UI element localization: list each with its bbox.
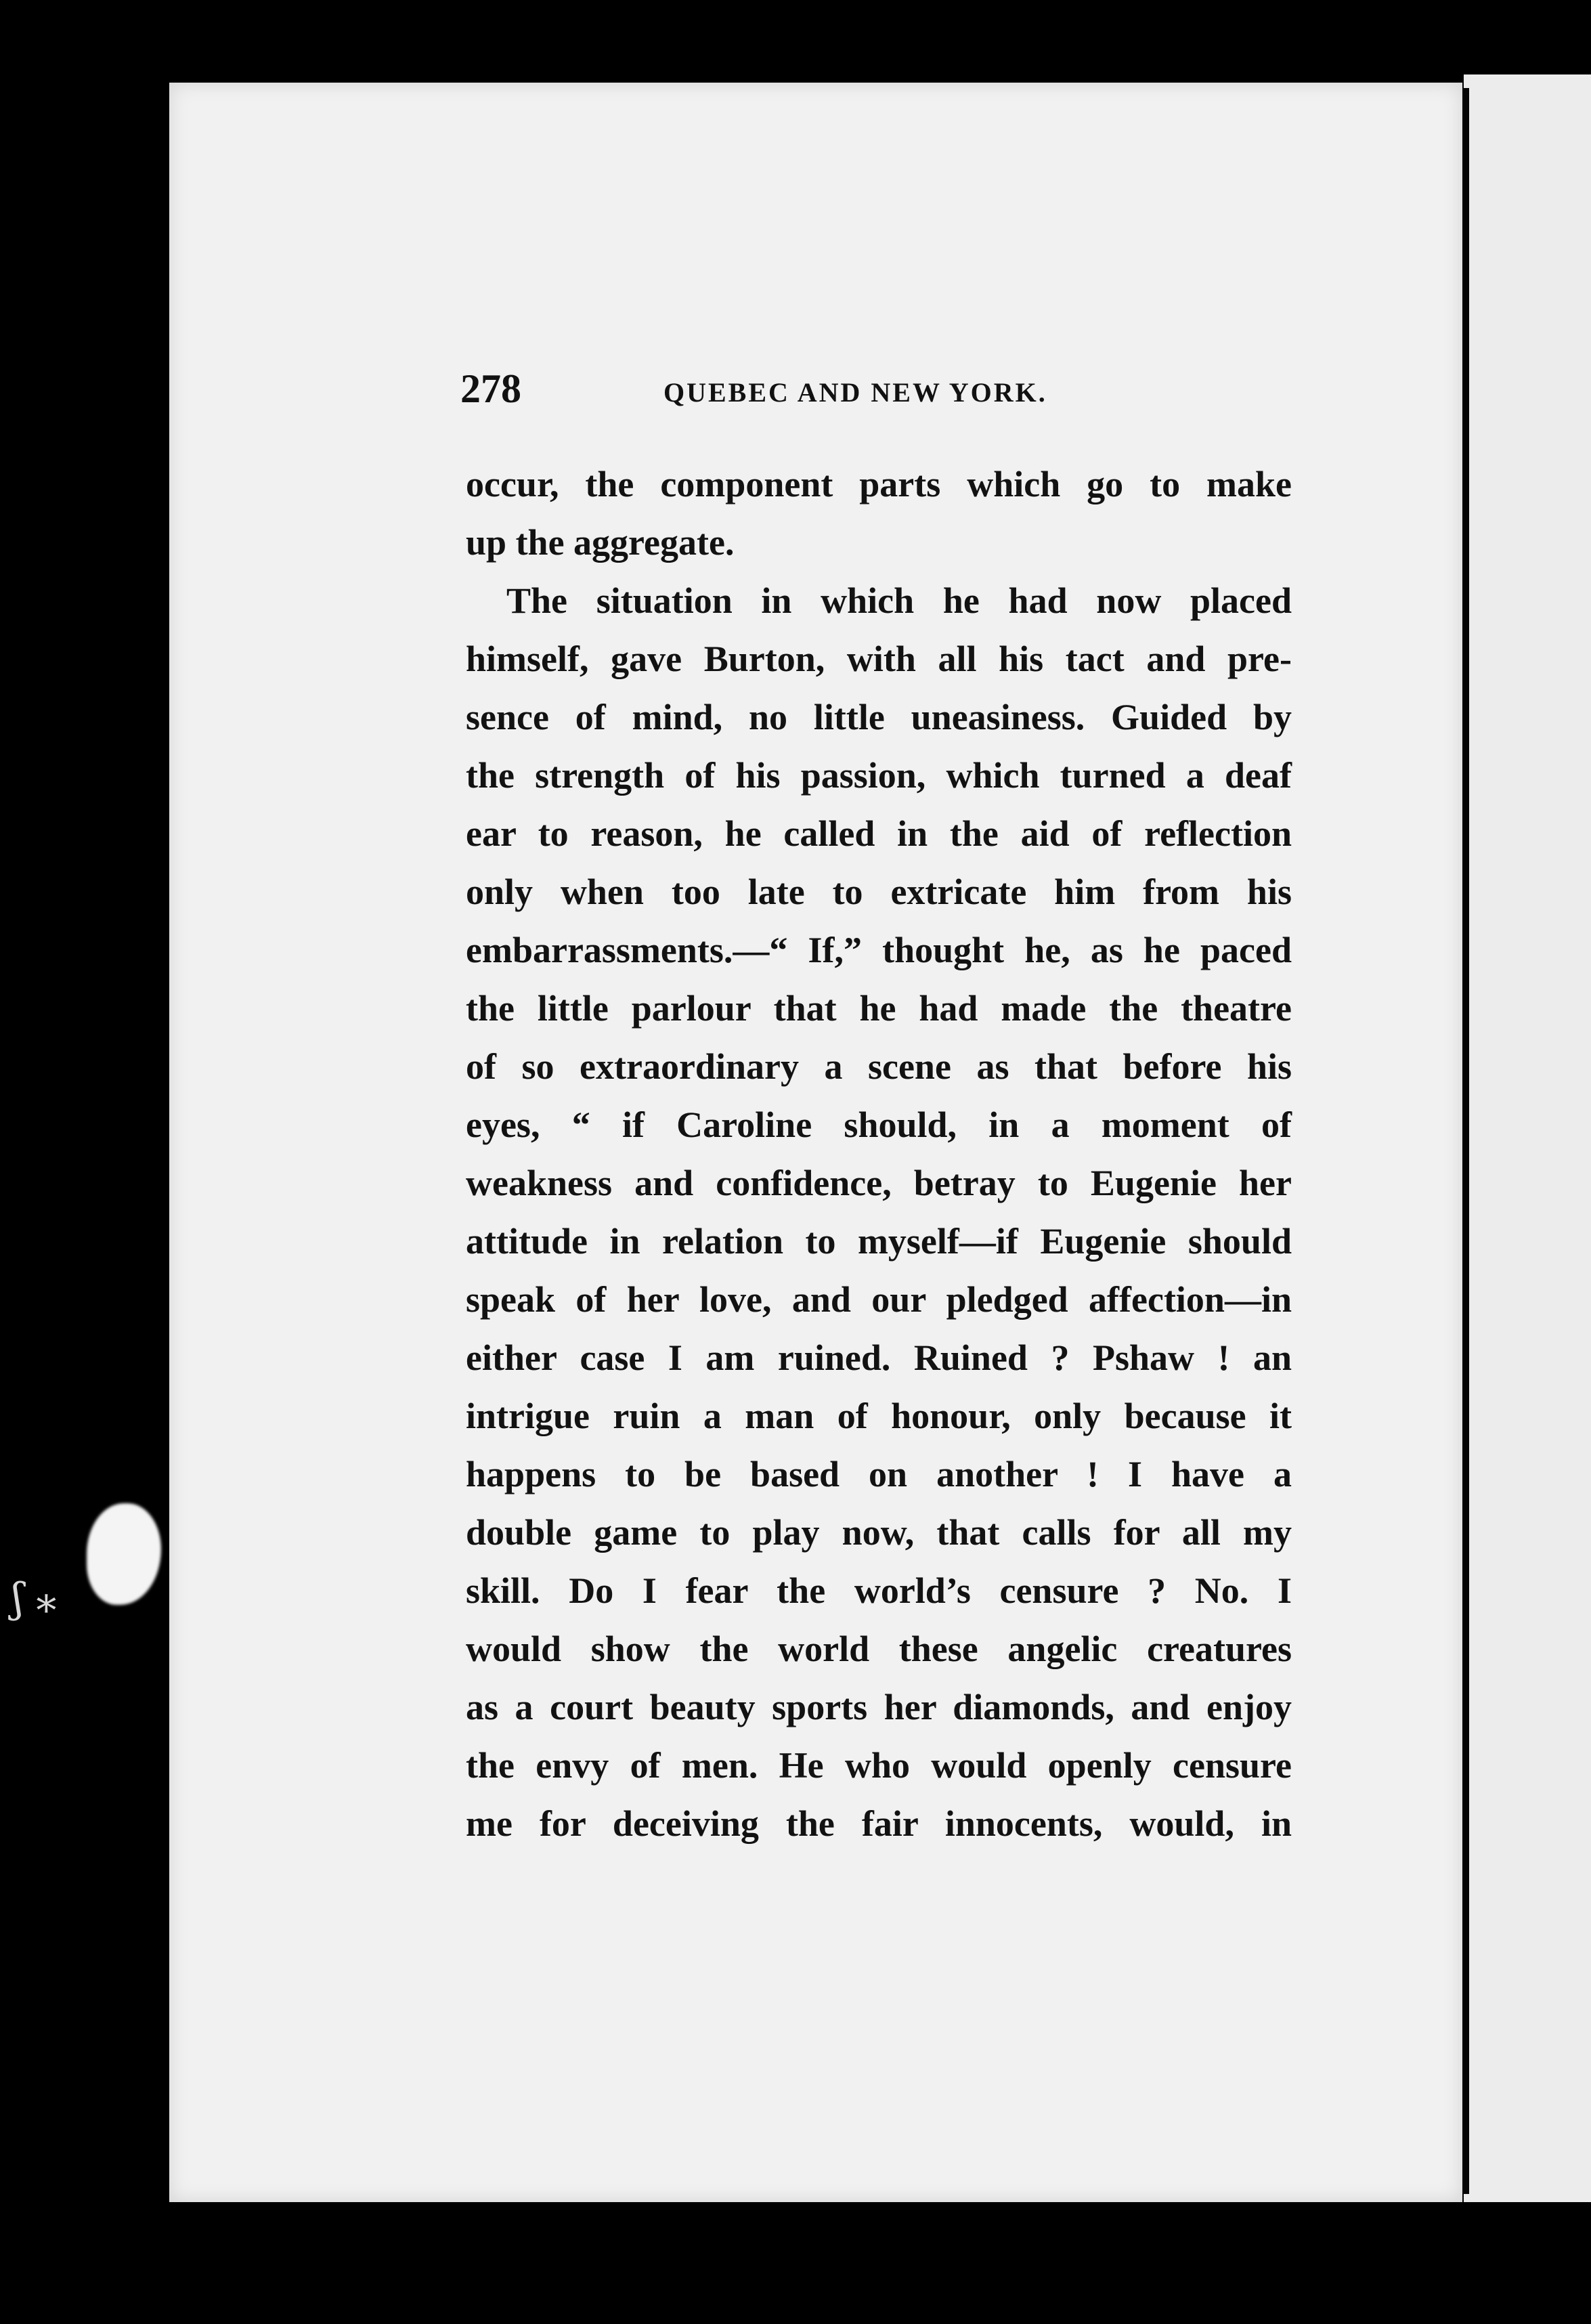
text-line: up the aggregate.: [466, 522, 735, 563]
text-line: the strength of his passion, which turned a deaf: [466, 755, 1292, 796]
text-line: the envy of men. He who would openly censure: [466, 1745, 1292, 1786]
text-line: me for deceiving the fair innocents, would, in: [466, 1803, 1292, 1844]
text-line: double game to play now, that calls for all my: [466, 1512, 1292, 1553]
text-line: intrigue ruin a man of honour, only because it: [466, 1396, 1292, 1436]
text-line: attitude in relation to myself—if Eugenie should: [466, 1221, 1292, 1262]
body-text: [466, 455, 1292, 1853]
text-line: as a court beauty sports her diamonds, and enjoy: [466, 1687, 1292, 1727]
margin-marks: ʃ ⁎: [12, 1574, 57, 1622]
text-line: only when too late to extricate him from his: [466, 872, 1292, 912]
running-title: QUEBEC AND NEW YORK.: [663, 377, 1047, 408]
text-line: the little parlour that he had made the theatre: [466, 988, 1292, 1029]
text-line: The situation in which he had now placed: [506, 580, 1292, 621]
text-line: weakness and confidence, betray to Eugenie her: [466, 1163, 1292, 1203]
text-line: sence of mind, no little uneasiness. Guided by: [466, 697, 1292, 737]
text-line: happens to be based on another ! I have a: [466, 1454, 1292, 1494]
text-line: either case I am ruined. Ruined ? Pshaw ! an: [466, 1337, 1292, 1378]
text-line: occur, the component parts which go to make: [466, 464, 1292, 504]
text-line: eyes, “ if Caroline should, in a moment of: [466, 1104, 1292, 1145]
text-line: skill. Do I fear the world’s censure ? No. I: [466, 1570, 1292, 1611]
text-line: speak of her love, and our pledged affection—in: [466, 1279, 1292, 1320]
page-number: 278: [460, 366, 521, 411]
text-line: of so extraordinary a scene as that before his: [466, 1046, 1292, 1087]
text-line: himself, gave Burton, with all his tact and pre-: [466, 639, 1292, 679]
text-line: ear to reason, he called in the aid of reflection: [466, 813, 1292, 854]
text-line: would show the world these angelic creatures: [466, 1629, 1292, 1669]
text-line: embarrassments.—“ If,” thought he, as he paced: [466, 930, 1292, 970]
adjacent-page-edge: [1464, 74, 1591, 2202]
page-header: [460, 366, 1341, 413]
